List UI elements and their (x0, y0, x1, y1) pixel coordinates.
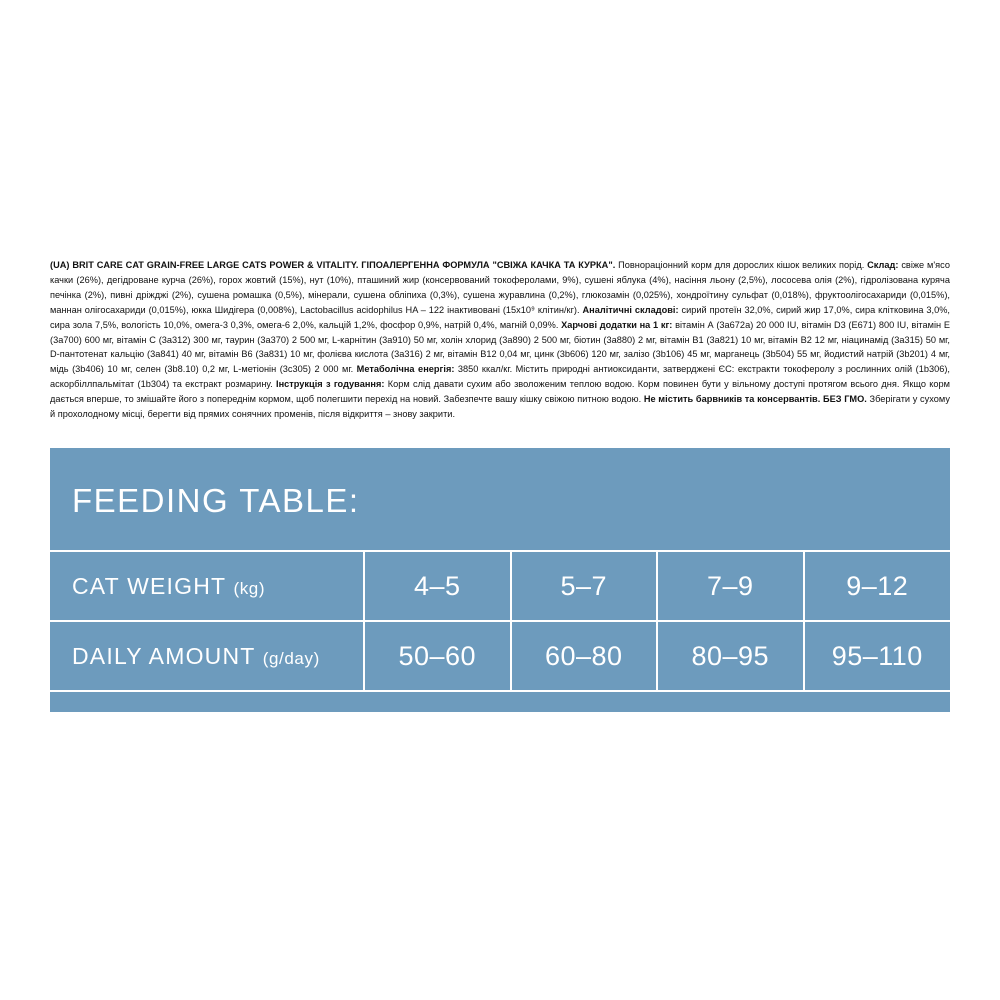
row-label-unit: (g/day) (262, 648, 320, 668)
additives-text: вітамін А (3а672а) 20 000 IU, вітамін D3 (Е671) 800 IU, вітамін Е (3а700) 600 мг, вітамін С (3а312) 300 мг, таурин (3а370) 2 500 мг, L-карнітин (3а910) 50 мг, холін хлорид (3а890) 2 500 мг, біотин (3а880) 2 мг, вітамін В1 (3а821) 10 мг, вітамін В2 12 мг, ніацинамід (3а315) 50 мг, D-пантотенат кальцію (3а841) 40 мг, вітамін В6 (3а831) 10 мг, фолієва кислота (3а316) 2 мг, вітамін В12 0,04 мг, цинк (3b606) 120 мг, залізо (3b106) 45 мг, марганець (3b504) 55 мг, йодистий натрій (3b201) 4 мг, мідь (3b406) 10 мг, селен (3b8.10) 0,2 мг, L-метіонін (3с305) 2 000 мг. (50, 319, 950, 375)
cell-cat-weight-1: 4–5 (364, 551, 511, 621)
cell-daily-amount-3: 80–95 (657, 621, 804, 691)
energy-label: Метаболічна енергія: (356, 364, 458, 375)
table-row (50, 551, 950, 621)
cell-daily-amount-4: 95–110 (804, 621, 951, 691)
table-row (50, 621, 950, 691)
product-information-text (50, 258, 950, 422)
cell-daily-amount-1: 50–60 (364, 621, 511, 691)
analytical-text: сирий протеїн 32,0%, сирий жир 17,0%, сира клітковина 3,0%, сира зола 7,5%, вологість 10,0%, омега-3 0,3%, омега-6 2,0%, кальцій 1,2%, фосфор 0,9%, натрій 0,4%, магній 0,09%. (50, 304, 950, 330)
feeding-table (50, 448, 950, 712)
storage-text: Зберігати у сухому й прохолодному місці, берегти від прямих сонячних променів, після відкриття – знову закрити. (50, 394, 950, 420)
intro-text: Повнораціонний корм для дорослих кішок великих порід. (618, 260, 868, 270)
row-header-cat-weight (50, 551, 364, 621)
cell-cat-weight-3: 7–9 (657, 551, 804, 621)
energy-text: 3850 ккал/кг. Містить природні антиоксиданти, затверджені ЄС: екстракти токоферолу з рослинних олій (1b306), аскорбіллпальмітат (1b304) та екстракт розмарину. (50, 364, 950, 390)
row-label-text: CAT WEIGHT (72, 572, 226, 599)
additives-label: Харчові додатки на 1 кг: (561, 319, 676, 330)
analytical-label: Аналітичні складові: (582, 304, 682, 315)
composition-text: свіже м'ясо качки (26%), дегідроване курча (26%), горох жовтий (15%), нут (10%), пташиний жир (консервований токоферолами, 9%), сушені яблука (4%), насіння льону (2,5%), лососева олія (2%), гідролізована куряча печінка (2%), пивні дріжджі (2%), сушена ромашка (0,5%), мінерали, сушена обліпиха (0,3%), сушена журавлина (0,2%), глюкозамін (0,025%), хондроїтину сульфат (0,018%), фруктоолігосахариди (0,015%), маннан олігосахариди (0,015%), юкка Шидігера (0,008%), Lactobacillus acidophilus HA – 122 інактивовані (15x10⁹ клітин/кг). (50, 260, 950, 315)
row-label-text: DAILY AMOUNT (72, 642, 256, 669)
table-bottom-spacer (50, 692, 950, 712)
composition-label: Склад: (867, 260, 902, 270)
language-tag: (UA) (50, 260, 73, 270)
product-headline: BRIT CARE CAT GRAIN-FREE LARGE CATS POWER & VITALITY. ГІПОАЛЕРГЕННА ФОРМУЛА "СВІЖА КАЧКА ТА КУРКА". (72, 260, 619, 270)
feeding-instructions-text: Корм слід давати сухим або зволоженим теплою водою. Корм повинен бути у вільному доступі протягом всього дня. Якщо корм дається вперше, то змішайте його з попереднім кормом, щоб полегшити перехід на новий. Забезпечте вашу кішку свіжою питною водою. (50, 379, 951, 405)
cell-daily-amount-2: 60–80 (511, 621, 658, 691)
feeding-instructions-label: Інструкція з годування: (276, 379, 388, 390)
feeding-table-title: FEEDING TABLE: (72, 482, 360, 519)
feeding-table-grid (50, 550, 950, 692)
cell-cat-weight-4: 9–12 (804, 551, 951, 621)
no-colorants-text: Не містить барвників та консервантів. БЕЗ ГМО. (643, 394, 870, 405)
cell-cat-weight-2: 5–7 (511, 551, 658, 621)
row-label-unit: (kg) (233, 578, 266, 598)
row-header-daily-amount (50, 621, 364, 691)
